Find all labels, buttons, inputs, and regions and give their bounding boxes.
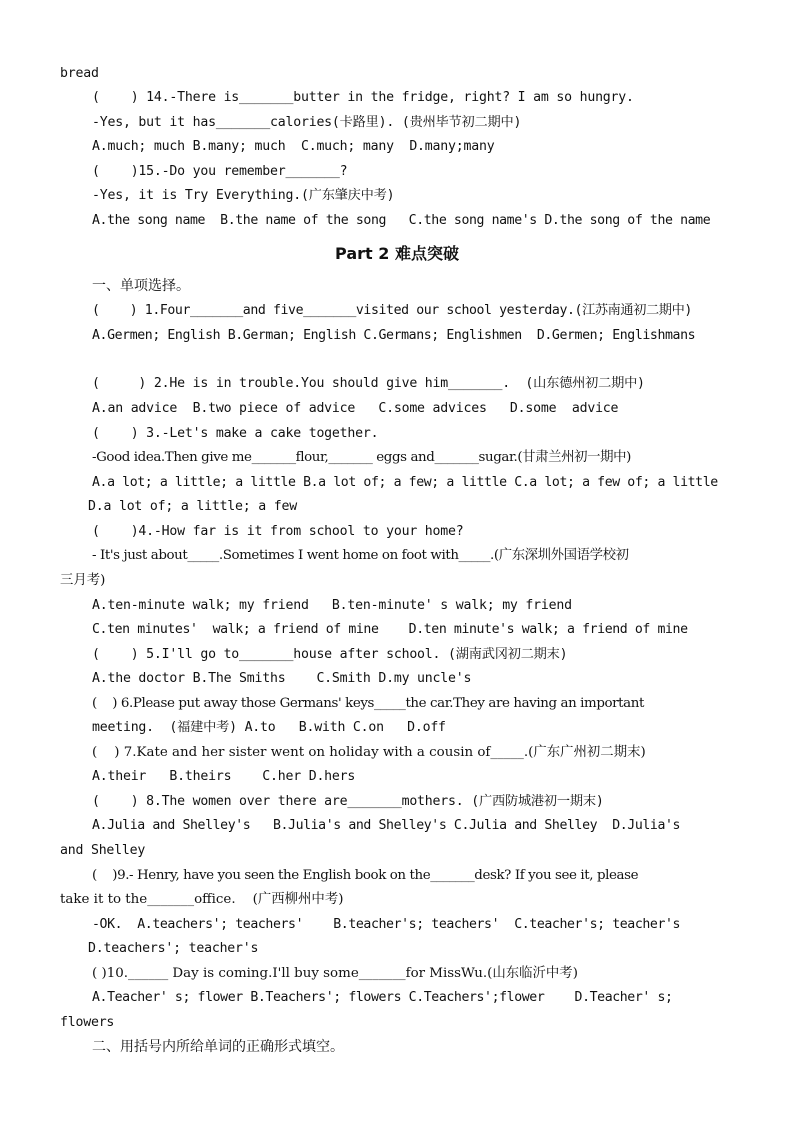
question-5: ( ) 5.I'll go to_______house after school. (湖南武冈初二期末) xyxy=(92,647,568,662)
question-3-options: A.a lot; a little; a little B.a lot of; a few; a little C.a lot; a few of; a little xyxy=(92,475,718,490)
question-9-option-d: D.teachers'; teacher's xyxy=(88,941,259,956)
question-9-options: -OK. A.teachers'; teachers' B.teacher's; teachers' C.teacher's; teacher's xyxy=(92,917,681,932)
question-10: ( )10.______ Day is coming.I'll buy some_______for MissWu.(山东临沂中考) xyxy=(92,966,578,981)
question-10-options-cont: flowers xyxy=(60,1015,115,1030)
question-14-options: A.much; much B.many; much C.much; many D.many;many xyxy=(92,139,495,154)
question-7: ( ) 7.Kate and her sister went on holiday with a cousin of_____.(广东广州初二期末) xyxy=(92,745,646,760)
question-6: ( ) 6.Please put away those Germans' keys_____the car.They are having an important xyxy=(92,696,644,711)
question-9-cont: take it to the_______office. (广西柳州中考) xyxy=(60,892,344,907)
question-9: ( )9.- Henry, have you seen the English book on the_______desk? If you see it, please xyxy=(92,868,639,883)
question-3: ( ) 3.-Let's make a cake together. xyxy=(92,426,379,441)
question-4-source-cont: 三月考) xyxy=(60,573,106,588)
question-4: ( )4.-How far is it from school to your home? xyxy=(92,524,464,539)
question-8-options: A.Julia and Shelley's B.Julia's and Shelley's C.Julia and Shelley D.Julia's xyxy=(92,818,681,833)
question-14: ( ) 14.-There is_______butter in the fridge, right? I am so hungry. xyxy=(92,90,634,105)
question-1-options: A.Germen; English B.German; English C.Germans; Englishmen D.Germen; Englishmans xyxy=(92,328,696,343)
question-15-options: A.the song name B.the name of the song C.the song name's D.the song of the name xyxy=(92,213,711,228)
question-14-response: -Yes, but it has_______calories(卡路里). (贵州毕节初二期中) xyxy=(92,115,522,130)
question-15: ( )15.-Do you remember_______? xyxy=(92,164,348,179)
question-7-options: A.their B.theirs C.her D.hers xyxy=(92,769,356,784)
section-heading: Part 2 难点突破 xyxy=(335,244,459,263)
question-4-response: - It's just about_____.Sometimes I went home on foot with_____.(广东深圳外国语学校初 xyxy=(92,548,629,563)
question-4-options-ab: A.ten-minute walk; my friend B.ten-minute' s walk; my friend xyxy=(92,598,572,613)
text-line: bread xyxy=(60,66,99,81)
question-1: ( ) 1.Four_______and five_______visited our school yesterday.(江苏南通初二期中) xyxy=(92,303,692,318)
section-title-fill-in: 二、用括号内所给单词的正确形式填空。 xyxy=(92,1039,344,1055)
section-title-multiple-choice: 一、单项选择。 xyxy=(92,278,190,294)
question-10-options: A.Teacher' s; flower B.Teachers'; flowers C.Teachers';flower D.Teacher' s; xyxy=(92,990,673,1005)
question-4-options-cd: C.ten minutes' walk; a friend of mine D.ten minute's walk; a friend of mine xyxy=(92,622,688,637)
question-8: ( ) 8.The women over there are_______mothers. (广西防城港初一期末) xyxy=(92,794,604,809)
question-3-option-d: D.a lot of; a little; a few xyxy=(88,499,297,514)
question-2: ( ) 2.He is in trouble.You should give him_______. (山东德州初二期中) xyxy=(92,376,645,391)
question-3-response: -Good idea.Then give me_______flour,_______ eggs and_______sugar.(甘肃兰州初一期中) xyxy=(92,450,631,465)
question-15-response: -Yes, it is Try Everything.(广东肇庆中考) xyxy=(92,188,395,203)
question-6-options: meeting. (福建中考) A.to B.with C.on D.off xyxy=(92,720,446,735)
question-8-options-cont: and Shelley xyxy=(60,843,146,858)
question-5-options: A.the doctor B.The Smiths C.Smith D.my uncle's xyxy=(92,671,472,686)
question-2-options: A.an advice B.two piece of advice C.some advices D.some advice xyxy=(92,401,619,416)
